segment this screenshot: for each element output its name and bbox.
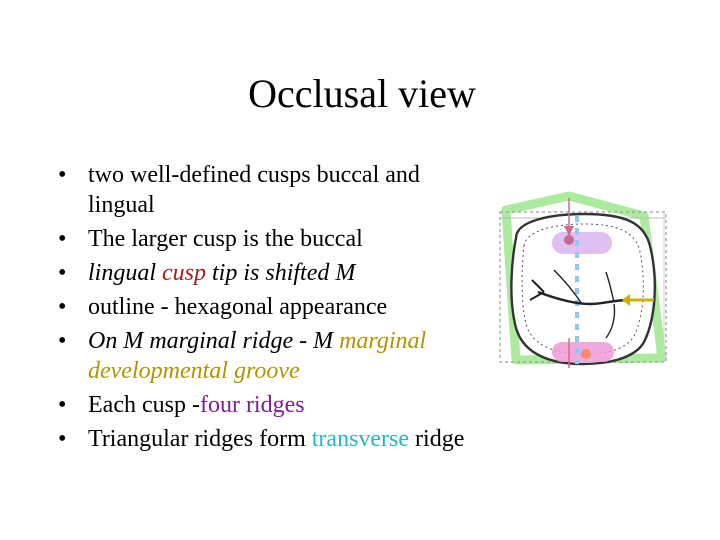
- tooth-occlusal-illustration: [494, 188, 674, 388]
- bullet-text: lingual: [88, 260, 163, 286]
- bullet-item: [58, 326, 488, 386]
- bullet-text: On M marginal ridge - M: [88, 328, 340, 354]
- bullet-item: [58, 224, 488, 254]
- slide-title-text: Occlusal view: [248, 71, 476, 116]
- buccal-ridge-highlight: [552, 232, 612, 254]
- bullet-text: tip is shifted M: [206, 260, 356, 286]
- bullet-dot: •: [58, 294, 67, 320]
- bullet-highlight-groove: marginal developmental groove: [88, 328, 427, 384]
- bullet-item: [58, 390, 488, 420]
- bullet-item: [58, 160, 488, 220]
- bullet-dot: •: [58, 392, 67, 418]
- bullet-text: ridge: [409, 426, 465, 452]
- bullet-highlight-cusp: cusp: [162, 260, 207, 286]
- buccal-cusp-tip: [564, 235, 574, 245]
- bullet-item: [58, 258, 488, 288]
- bullet-highlight-transverse: transverse: [311, 426, 410, 452]
- bullet-text: Each cusp -: [88, 392, 200, 418]
- slide-title: [0, 70, 720, 117]
- bullet-highlight-ridges: four ridges: [199, 392, 305, 418]
- bullet-text: The larger cusp is the buccal: [88, 226, 363, 252]
- bullet-dot: •: [58, 162, 67, 188]
- tooth-occlusal-diagram: [494, 188, 674, 388]
- bullet-dot: •: [58, 260, 67, 286]
- bullet-item: [58, 424, 488, 454]
- bullet-list: [58, 160, 488, 458]
- bullet-dot: •: [58, 226, 67, 252]
- bullet-dot: •: [58, 328, 67, 354]
- bullet-text: two well-defined cusps buccal and lingual: [88, 162, 420, 218]
- lingual-cusp-tip: [581, 349, 591, 359]
- bullet-item: [58, 292, 488, 322]
- bullet-text: outline - hexagonal appearance: [88, 294, 388, 320]
- bullet-text: Triangular ridges form: [88, 426, 312, 452]
- bullet-dot: •: [58, 426, 67, 452]
